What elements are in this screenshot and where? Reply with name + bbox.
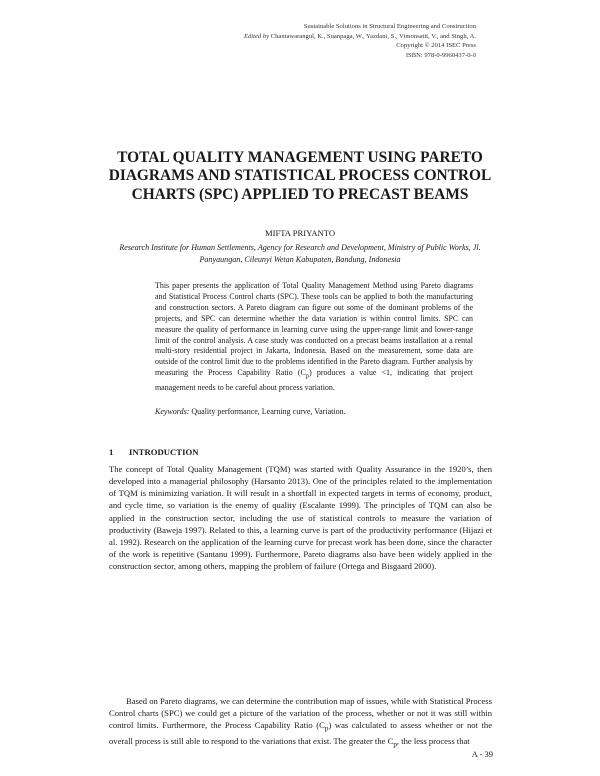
conference-title: Sustainable Solutions in Structural Engineering and Construction — [303, 23, 476, 30]
paper-title: TOTAL QUALITY MANAGEMENT USING PARETO DIAGRAMS AND STATISTICAL PROCESS CONTROL CHARTS (SPC) APPLIED TO PRECAST BEAMS — [108, 149, 492, 203]
page-number: A - 39 — [471, 749, 493, 759]
section-title: INTRODUCTION — [129, 447, 199, 457]
editors-line — [244, 32, 476, 42]
keywords-text: Quality performance, Learning curve, Variation. — [191, 407, 346, 416]
intro-paragraph-2 — [109, 695, 492, 751]
author-affiliation: Research Institute for Human Settlements, Agency for Research and Development, Ministry of Public Works, Jl. Panyaungan, Cileunyi Wetan Kabupaten, Bandung, Indonesia — [119, 243, 481, 264]
intro-paragraph-1: The concept of Total Quality Management (TQM) was started with Quality Assurance in the 1920’s, then developed into a managerial philosophy (Harsanto 2013). One of the principles related to the implementation of TQM is minimizing variation. It will result in a shortfall in expected targets in terms of economy, product, and cycle time, so variation is the enemy of quality (Escalante 1999). The principles of TQM can also be applied in the construction sector, including the use of statistical controls to measure the variation of productivity (Baweja 1997). Related to this, a learning curve is part of the productivity performance (Hijazi et al. 1992). Research on the application of the learning curve for precast work has been done, since the character of the work is repetitive (Santanu 1999). Furthermore, Pareto diagrams also have been widely applied in the construction sector, among others, mapping the problem of failure (Ortega and Bisgaard 2000). — [109, 464, 492, 572]
copyright-line: Copyright © 2014 ISEC Press — [396, 42, 476, 50]
abstract-text-1: This paper presents the application of Total Quality Management Method using Pareto diagrams and Statistical Process Control charts (SPC). These tools can be applied to both the manufacturing and construction sectors. A Pareto diagram can figure out some of the dominant problems of the projects, and SPC can determine whether the data variation is within control limits. SPC can measure the quality of performance in learning curve using the upper-range limit and lower-range limit of the control analysis. A case study was conducted on a precast beams installation at a rental multi-story residential project in Jakarta, Indonesia. Based on the measurement, some data are outside of the control limit due to the problems identified in the Pareto diagram. Further analysis by measuring the Process Capability Ratio (C — [155, 281, 473, 378]
intro-p2-text-2: ) was calculated to assess whether or not the overall process is still able to respond to the variations that exist. The greater the C — [109, 720, 493, 747]
intro-p2-text-1: Based on Pareto diagrams, we can determine the contribution map of issues, while with Statistical Process Control charts (SPC) we could get a picture of the variation of the process, whether or not it was still within control limits. Furthermore, the Process Capability Ratio (C — [109, 696, 492, 731]
keywords-label: Keywords: — [155, 407, 190, 416]
intro-p2-sub-1: p — [324, 725, 329, 734]
running-header — [244, 22, 476, 60]
intro-p2-sub-2: p — [393, 740, 397, 749]
abstract — [155, 281, 473, 394]
section-number: 1 — [109, 447, 114, 457]
author-name: MIFTA PRIYANTO — [264, 228, 336, 238]
intro-p2-text-3: , the less process that — [396, 736, 470, 747]
keywords — [155, 407, 475, 416]
edited-by-label: Edited by — [243, 32, 270, 40]
isbn-line: ISBN: 978-0-9960437-0-0 — [405, 51, 476, 59]
editors-names: Chantawarangul, K., Suanpaga, W., Yazdani, S., Vimonsatit, V., and Singh, A. — [270, 32, 476, 40]
abstract-subscript: p — [305, 372, 310, 380]
abstract-text-2: ) produces a value <1, indicating that project management needs to be careful about process variation. — [155, 368, 473, 392]
section-heading — [109, 447, 199, 457]
